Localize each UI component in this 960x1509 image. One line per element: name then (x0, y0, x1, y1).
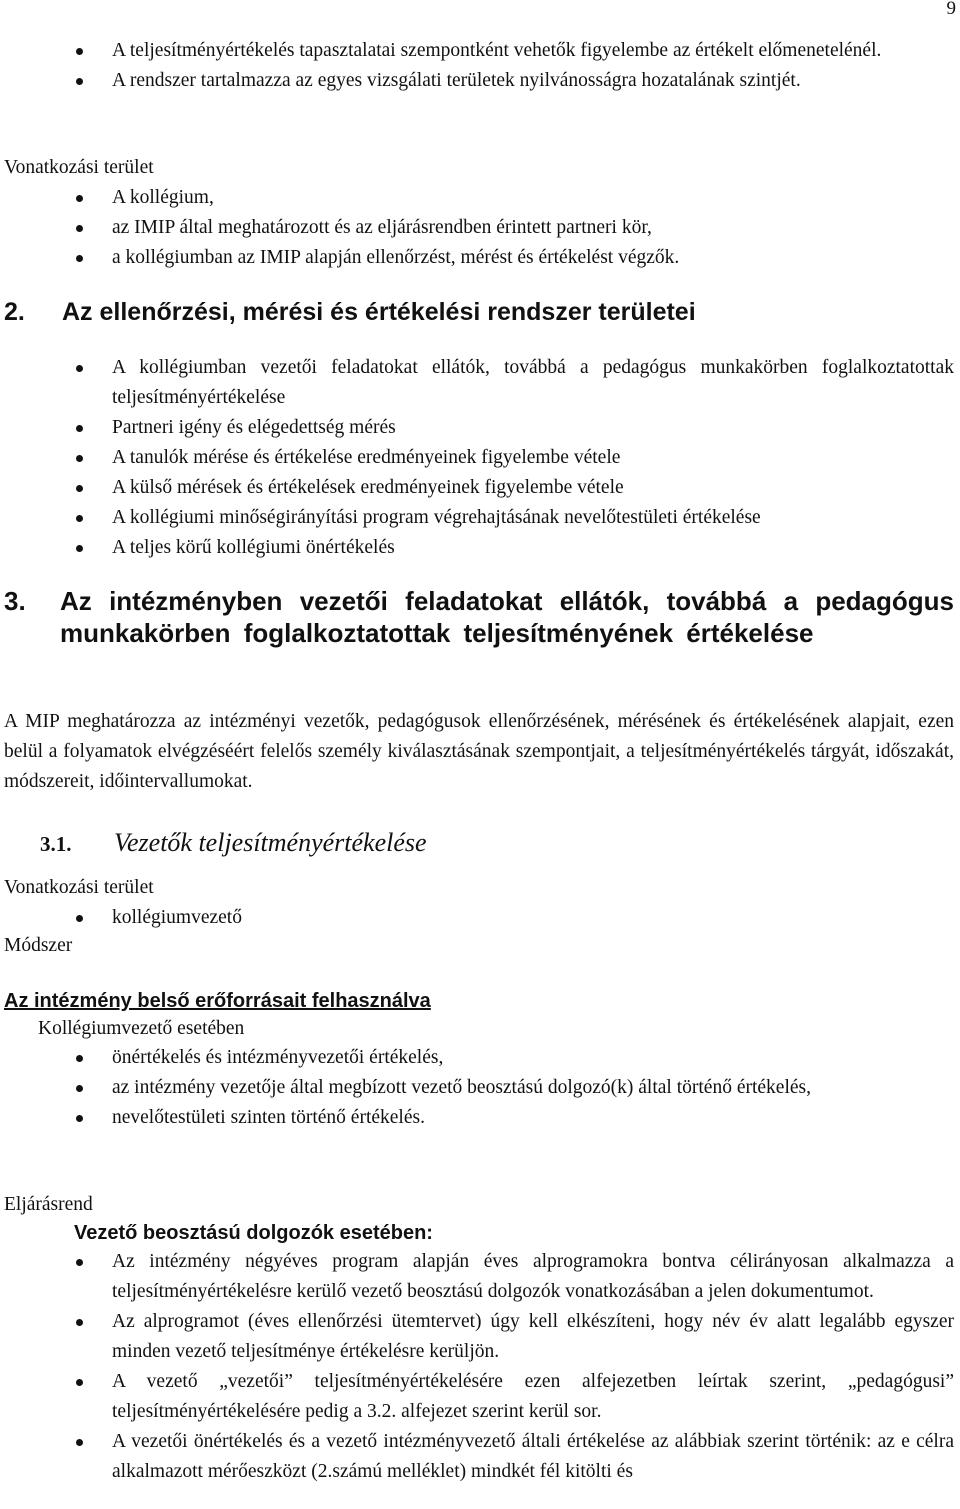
list-item: A külső mérések és értékelések eredményeinek figyelembe vétele (0, 473, 960, 503)
section-title: Az ellenőrzési, mérési és értékelési rendszer területei (62, 298, 696, 326)
section-label-vonatkozasi-terulet-2: Vonatkozási terület (4, 877, 154, 898)
list-item: A vezető „vezetői” teljesítményértékelésére ezen alfejezetben leírtak szerint, „pedagógusi” teljesítményértékelésére pedig a 3.2. alfejezet szerint kerül sor. (0, 1367, 960, 1427)
section-label-eljarasrend: Eljárásrend (4, 1194, 93, 1215)
bullet-icon (76, 1085, 83, 1092)
bullet-icon (76, 1379, 83, 1386)
section-label-vonatkozasi-terulet: Vonatkozási terület (4, 157, 154, 178)
list-item: A teljes körű kollégiumi önértékelés (0, 533, 960, 563)
section-number: 3. (4, 586, 26, 616)
list-item: nevelőtestületi szinten történő értékelés. (0, 1103, 960, 1133)
section-number: 2. (4, 298, 25, 326)
bullet-icon (76, 425, 83, 432)
list-item: A rendszer tartalmazza az egyes vizsgálati területek nyilvánosságra hozatalának szintjét. (0, 66, 960, 96)
list-item: A kollégiumi minőségirányítási program végrehajtásának nevelőtestületi értékelése (0, 503, 960, 533)
list-item: A teljesítményértékelés tapasztalatai szempontként vehetők figyelembe az értékelt előmenetelénél. (0, 36, 960, 66)
section-label-modszer: Módszer (4, 935, 73, 956)
bullet-list-3 (0, 353, 960, 563)
bullet-icon (76, 1115, 83, 1122)
paragraph-mip: A MIP meghatározza az intézményi vezetők, pedagógusok ellenőrzésének, mérésének és értékelésének alapjait, ezen belül a folyamatok elvégzéséért felelős személy kiválasztásának szempontjait, a teljesítményértékelés tárgyát, időszakát, módszereit, időintervallumokat. (4, 711, 954, 792)
bullet-icon (76, 48, 83, 55)
bullet-list-6 (0, 1247, 960, 1487)
list-item: a kollégiumban az IMIP alapján ellenőrzést, mérést és értékelést végzők. (0, 243, 960, 273)
list-item: Az intézmény négyéves program alapján éves alprogramokra bontva célirányosan alkalmazza a teljesítményértékelésre kerülő vezető beosztású dolgozók vonatkozásában a jelen dokumentumot. (0, 1247, 960, 1307)
list-item: kollégiumvezető (0, 903, 960, 933)
bullet-icon (76, 545, 83, 552)
list-item: A kollégiumban vezetői feladatokat ellátók, továbbá a pedagógus munkakörben foglalkoztatottak teljesítményértékelése (0, 353, 960, 413)
heading-belso-eroforras: Az intézmény belső erőforrásait felhasználva (4, 990, 431, 1012)
bullet-icon (76, 455, 83, 462)
list-item: az intézmény vezetője által megbízott vezető beosztású dolgozó(k) által történő értékelés, (0, 1073, 960, 1103)
bullet-icon (76, 915, 83, 922)
bullet-icon (76, 255, 83, 262)
label-kollegiumvezeto-eseteben: Kollégiumvezető esetében (38, 1018, 245, 1039)
bullet-list-2 (0, 183, 960, 273)
bullet-icon (76, 365, 83, 372)
bullet-icon (76, 1319, 83, 1326)
bullet-icon (76, 515, 83, 522)
bullet-icon (76, 78, 83, 85)
bullet-icon (76, 1439, 83, 1446)
subsection-title: Vezetők teljesítményértékelése (114, 828, 427, 857)
list-item: az IMIP által meghatározott és az eljárásrendben érintett partneri kör, (0, 213, 960, 243)
page-number: 9 (946, 0, 956, 19)
bullet-icon (76, 485, 83, 492)
list-item: A tanulók mérése és értékelése eredményeinek figyelembe vétele (0, 443, 960, 473)
bullet-list-1 (0, 36, 960, 96)
bullet-list-4 (0, 903, 960, 933)
list-item: Az alprogramot (éves ellenőrzési ütemtervet) úgy kell elkészíteni, hogy név év alatt legalább egyszer minden vezető teljesítménye értékelésre kerüljön. (0, 1307, 960, 1367)
label-vezeto-beosztasu: Vezető beosztású dolgozók esetében: (74, 1222, 433, 1244)
bullet-icon (76, 195, 83, 202)
list-item: A kollégium, (0, 183, 960, 213)
section-heading-3 (4, 585, 954, 649)
bullet-icon (76, 1055, 83, 1062)
bullet-list-5 (0, 1043, 960, 1133)
section-title: Az intézményben vezetői feladatokat ellátók, továbbá a pedagógus munkakörben foglalkoztatottak teljesítményének értékelése (60, 586, 954, 648)
list-item: A vezetői önértékelés és a vezető intézményvezető általi értékelése az alábbiak szerint történik: az e célra alkalmazott mérőeszközt (2.számú melléklet) mindkét fél kitölti és (0, 1427, 960, 1487)
subsection-number: 3.1. (40, 832, 72, 856)
subsection-heading-3-1 (40, 828, 427, 861)
section-heading-2 (4, 296, 954, 328)
bullet-icon (76, 225, 83, 232)
list-item: önértékelés és intézményvezetői értékelés, (0, 1043, 960, 1073)
bullet-icon (76, 1259, 83, 1266)
list-item: Partneri igény és elégedettség mérés (0, 413, 960, 443)
